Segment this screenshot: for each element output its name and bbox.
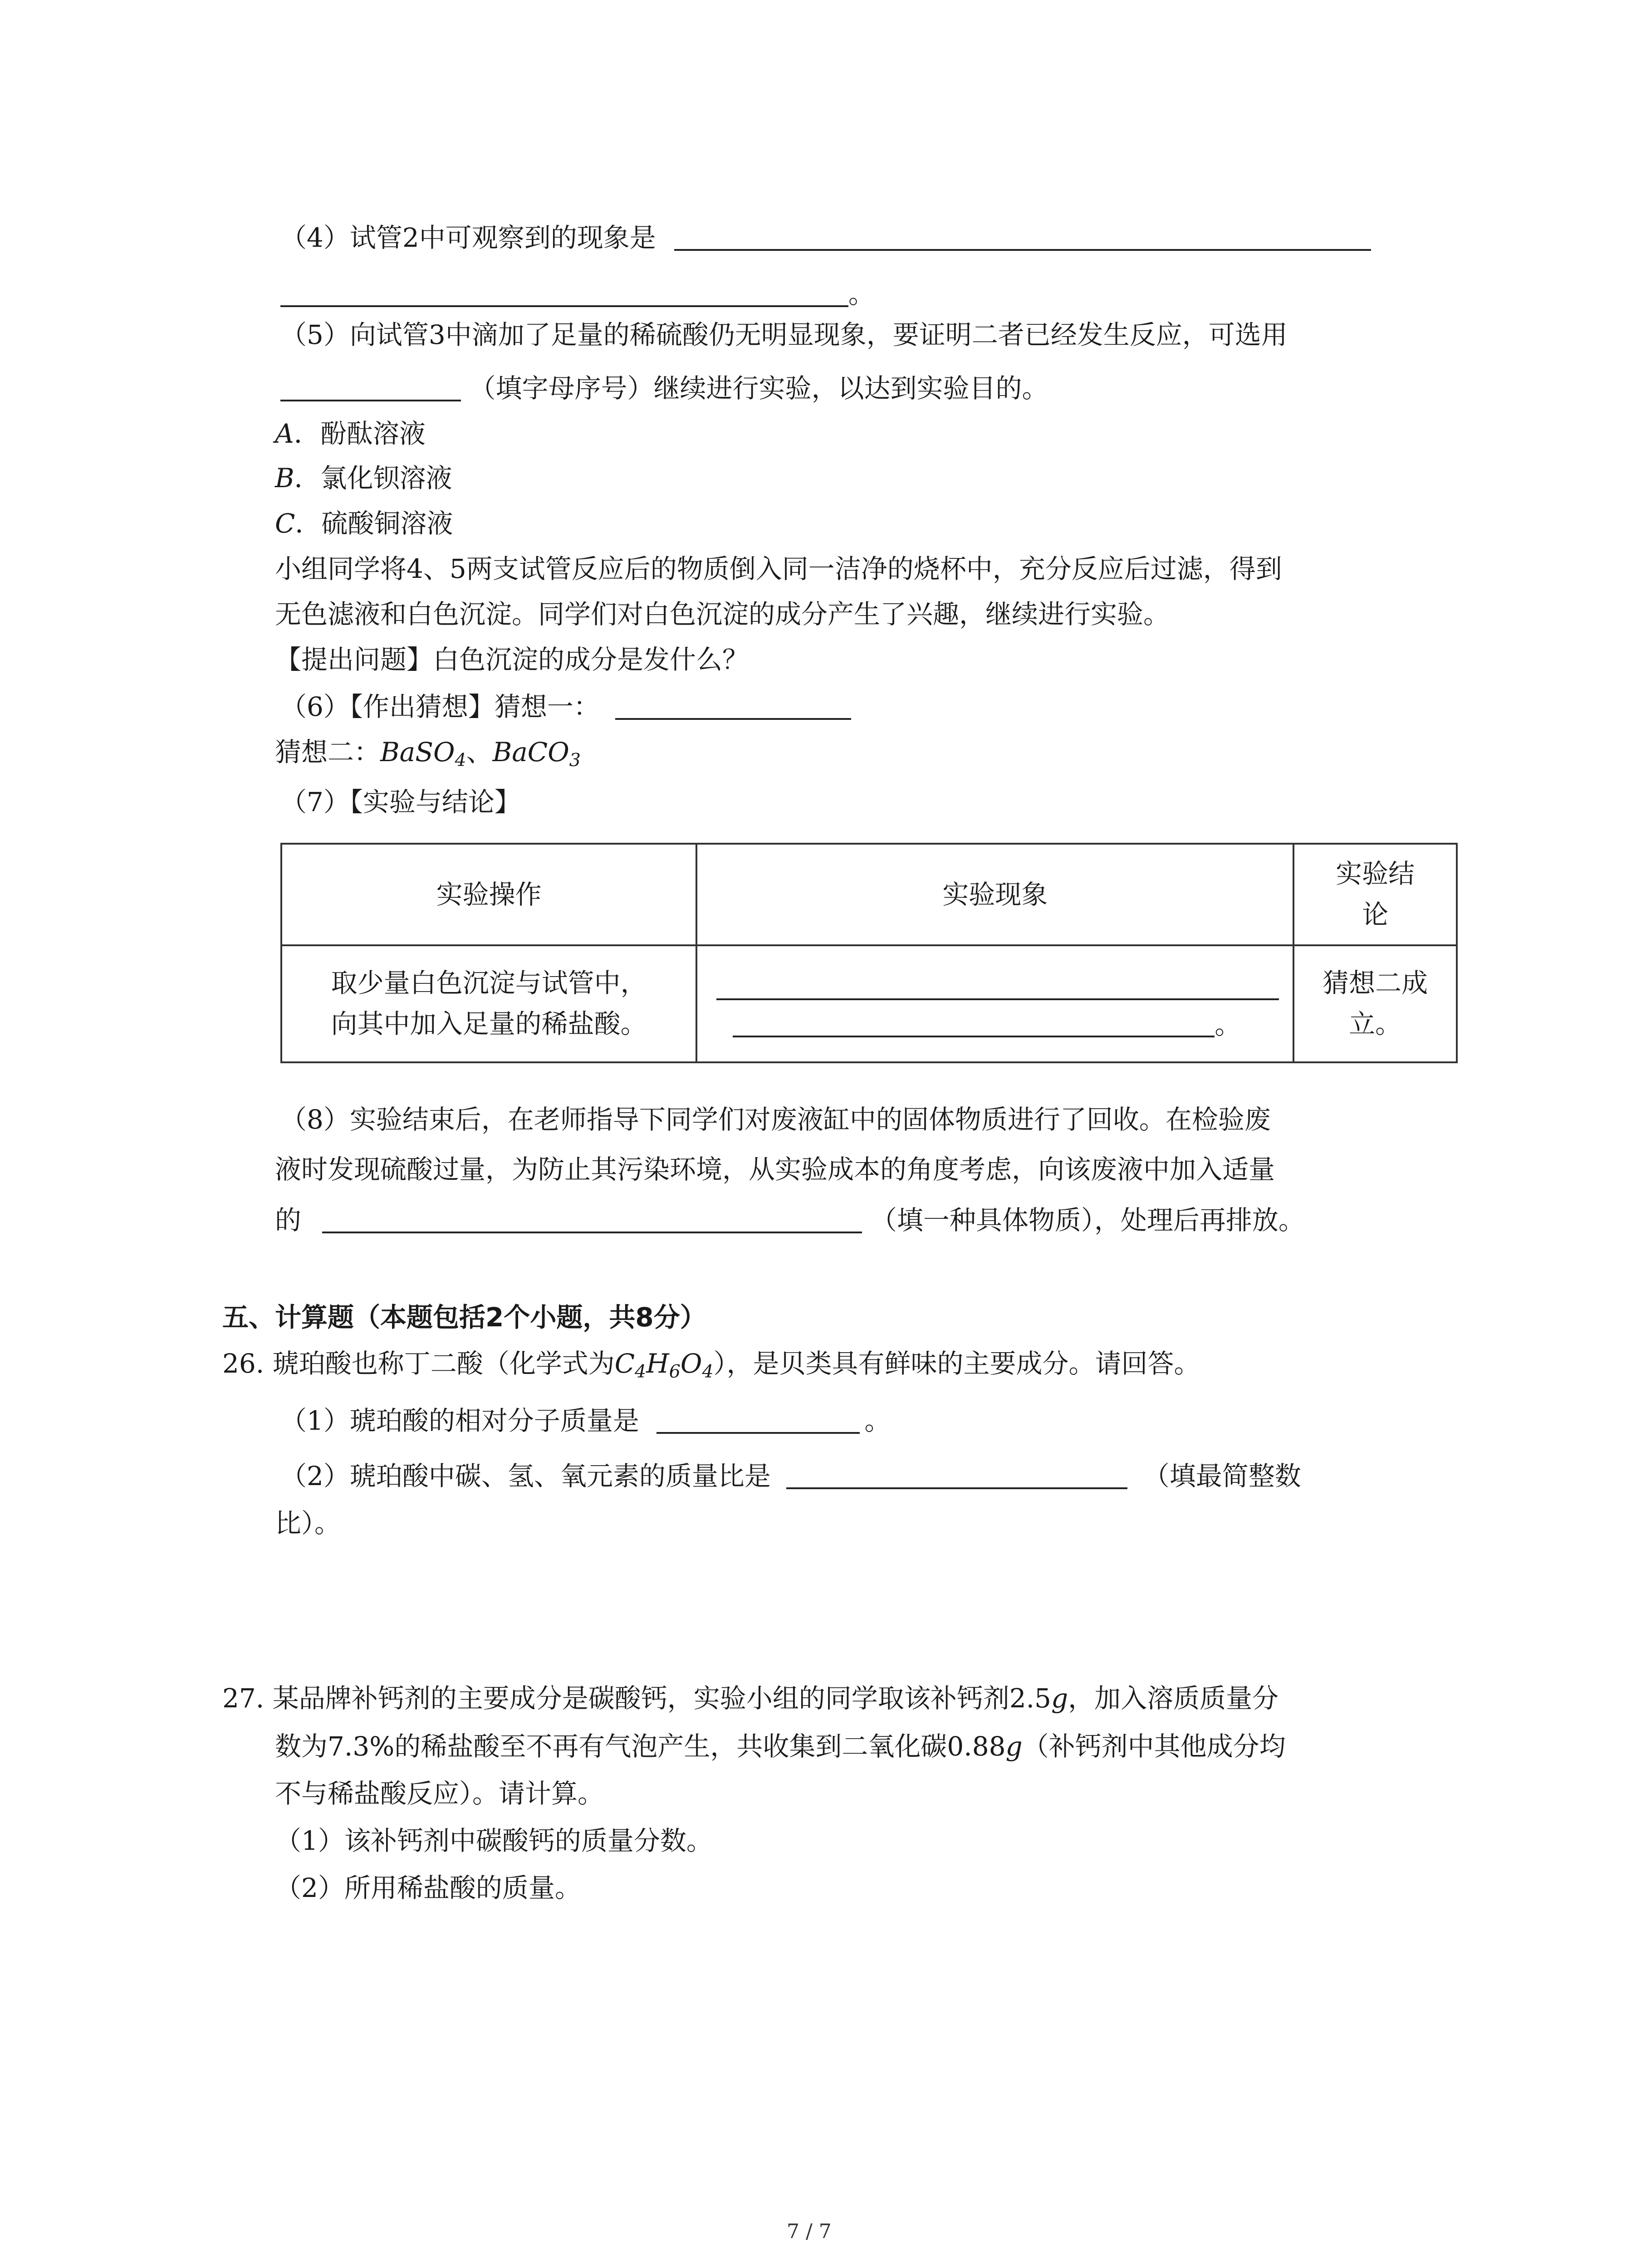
q26-sub1-end: 。 — [864, 1405, 891, 1436]
q26-line — [222, 1347, 1200, 1383]
q5-line-1: （5）向试管3中滴加了足量的稀硫酸仍无明显现象，要证明二者已经发生反应，可选用 — [280, 319, 1288, 350]
q5-option-a — [275, 417, 426, 450]
q4-line-2 — [280, 278, 875, 311]
q27-number: 27. — [222, 1683, 265, 1714]
question-prompt: 【提出问题】白色沉淀的成分是发什么？ — [275, 644, 749, 675]
q5-line-2 — [280, 372, 1048, 405]
q8-answer-blank[interactable] — [322, 1205, 862, 1233]
formula-baso4: BaSO$_4$ — [380, 737, 466, 771]
q26-sub2-prefix: （2）琥珀酸中碳、氢、氧元素的质量比是 — [280, 1461, 771, 1491]
q26-sub1 — [280, 1404, 891, 1437]
q27-line2-b: （补钙剂中其他成分均 — [1022, 1731, 1286, 1762]
para-line-2: 无色滤液和白色沉淀。同学们对白色沉淀的成分产生了兴趣，继续进行实验。 — [275, 599, 1170, 630]
q5-option-a-text: ．酚酞溶液 — [294, 418, 426, 449]
q27-line-3: 不与稀盐酸反应）。请计算。 — [275, 1778, 604, 1809]
formula-succinic-acid: $C_4H_6O_4$ — [614, 1348, 714, 1383]
q26-number: 26. — [222, 1348, 265, 1379]
q26-sub2-line-2: 比）。 — [275, 1508, 341, 1539]
table-header-row — [281, 844, 1457, 945]
q26-sub2-blank[interactable] — [786, 1461, 1127, 1489]
header-conclusion — [1293, 844, 1457, 945]
q5-option-c-text: ．硫酸铜溶液 — [295, 508, 453, 539]
q6-line — [280, 690, 851, 723]
phenomenon-blank-2[interactable] — [733, 1009, 1215, 1037]
q27-line1-a: 某品牌补钙剂的主要成分是碳酸钙，实验小组的同学取该补钙剂2.5 — [272, 1683, 1051, 1714]
para-line-1: 小组同学将4、5两支试管反应后的物质倒入同一洁净的烧杯中，充分反应后过滤，得到 — [275, 553, 1282, 584]
q5-option-b — [275, 462, 452, 495]
q27-line1-b: ，加入溶质质量分 — [1068, 1683, 1279, 1714]
q27-sub1: （1）该补钙剂中碳酸钙的质量分数。 — [275, 1825, 713, 1856]
q5-option-c-letter: C — [275, 508, 295, 539]
page-number: 7 / 7 — [787, 2220, 832, 2243]
q26-sub1-prefix: （1）琥珀酸的相对分子质量是 — [280, 1405, 639, 1436]
formula-baco3: BaCO$_3$ — [492, 737, 581, 771]
q8-line-3 — [275, 1204, 1305, 1237]
q5-answer-blank[interactable] — [280, 373, 461, 401]
q8-line-1: （8）实验结束后，在老师指导下同学们对废液缸中的固体物质进行了回收。在检验废 — [280, 1104, 1271, 1135]
q6-guess2-label: 猜想二： — [275, 737, 381, 767]
row-operation-2: 向其中加入足量的稀盐酸。 — [331, 1008, 647, 1039]
row-conclusion — [1293, 945, 1457, 1062]
header-conclusion-2: 论 — [1362, 899, 1389, 930]
row-conclusion-2: 立。 — [1349, 1008, 1402, 1039]
q4-prefix: （4）试管2中可观察到的现象是 — [280, 222, 656, 253]
q5-option-c — [275, 507, 453, 540]
q6-guess2 — [275, 736, 581, 769]
q4-answer-blank-2[interactable] — [280, 279, 848, 307]
q27-line2-a: 数为7.3%的稀盐酸至不再有气泡产生，共收集到二氧化碳0.88 — [275, 1731, 1006, 1762]
unit-gram-2: g — [1005, 1731, 1023, 1762]
phenomenon-line-2 — [733, 1008, 1285, 1041]
q6-prefix: （6）【作出猜想】猜想一： — [280, 691, 600, 722]
q26-text-before: 琥珀酸也称丁二酸（化学式为 — [272, 1348, 615, 1379]
q4-answer-blank-1[interactable] — [674, 223, 1371, 251]
row-phenomenon — [696, 945, 1293, 1062]
q6-answer-blank[interactable] — [615, 692, 851, 720]
phenomenon-blank-1[interactable] — [716, 967, 1279, 1000]
section5-title: 五、计算题（本题包括2个小题，共8分） — [222, 1302, 706, 1333]
q27-line-1 — [222, 1682, 1279, 1715]
q8-line-2: 液时发现硫酸过量，为防止其污染环境，从实验成本的角度考虑，向该废液中加入适量 — [275, 1154, 1275, 1185]
q5-option-a-letter: A — [275, 418, 294, 449]
header-conclusion-1: 实验结 — [1336, 858, 1415, 890]
q26-sub1-blank[interactable] — [656, 1406, 860, 1434]
q27-line-2 — [275, 1730, 1286, 1763]
table-row — [281, 945, 1457, 1062]
experiment-table — [280, 843, 1458, 1063]
q26-text-after: ），是贝类具有鲜味的主要成分。请回答。 — [713, 1348, 1200, 1379]
row-operation — [281, 945, 696, 1062]
unit-gram: g — [1051, 1683, 1068, 1714]
q5-option-b-letter: B — [275, 463, 294, 494]
q27-sub2: （2）所用稀盐酸的质量。 — [275, 1872, 581, 1903]
q4-end: 。 — [848, 279, 875, 309]
phenomenon-end: 。 — [1215, 1009, 1241, 1040]
q6-guess2-sep: 、 — [466, 737, 493, 767]
q4-line — [280, 221, 1371, 254]
q5-line2-suffix: （填字母序号）继续进行实验，以达到实验目的。 — [469, 373, 1048, 404]
q8-line3-prefix: 的 — [275, 1205, 302, 1236]
q7-label: （7）【实验与结论】 — [280, 787, 521, 817]
row-operation-1: 取少量白色沉淀与试管中， — [331, 968, 647, 999]
q26-sub2-suffix: （填最简整数 — [1143, 1461, 1301, 1491]
row-conclusion-1: 猜想二成 — [1323, 968, 1428, 999]
q5-option-b-text: ．氯化钡溶液 — [294, 463, 452, 494]
q8-line3-suffix: （填一种具体物质），处理后再排放。 — [870, 1205, 1305, 1236]
q26-sub2 — [280, 1460, 1301, 1493]
header-operation: 实验操作 — [281, 844, 696, 945]
header-phenomenon: 实验现象 — [696, 844, 1293, 945]
